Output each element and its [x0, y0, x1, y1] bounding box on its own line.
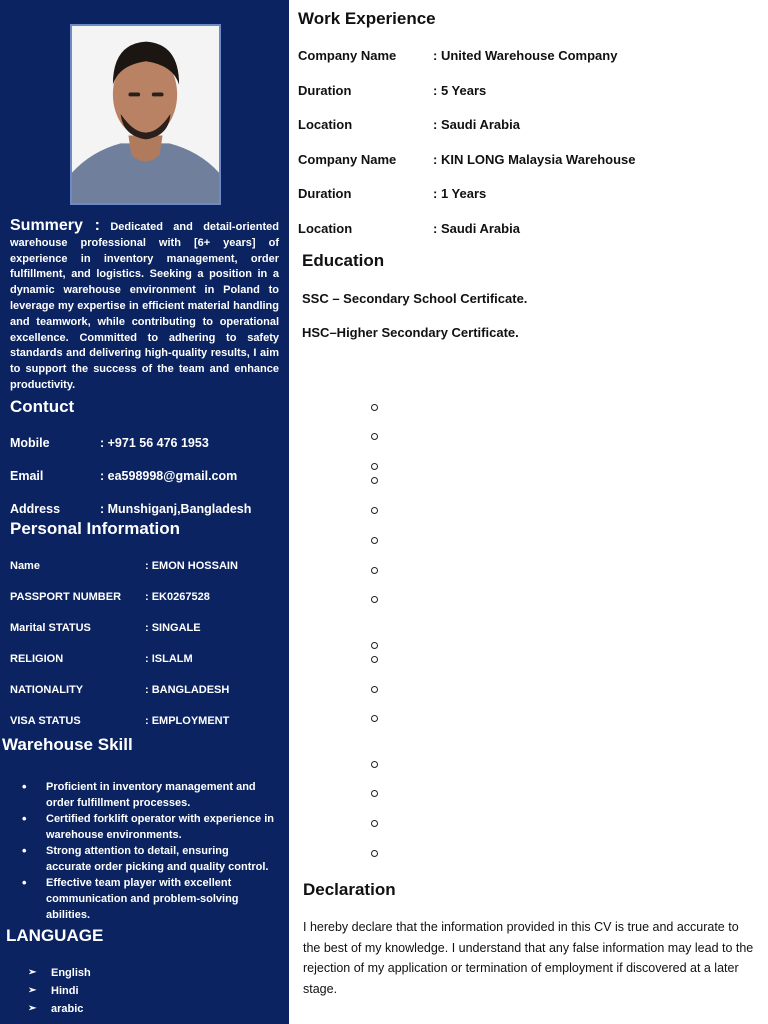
- contact-heading: Contuct: [10, 397, 75, 416]
- bullet-circle-icon: [371, 820, 378, 827]
- work-label: Location: [298, 221, 353, 236]
- personal-label: PASSPORT NUMBER: [10, 591, 122, 603]
- contact-value: : +971 56 476 1953: [100, 436, 209, 450]
- contact-label: Address: [10, 502, 61, 516]
- personal-value: : EMPLOYMENT: [145, 715, 230, 727]
- personal-label: Name: [10, 560, 40, 572]
- list-item: ➢ Hindi: [28, 982, 91, 1000]
- bullet-circle-icon: [371, 656, 378, 663]
- bullet-circle-icon: [371, 404, 378, 411]
- work-label: Duration: [298, 186, 352, 201]
- bullet-circle-icon: [371, 715, 378, 722]
- list-item: • Strong attention to detail, ensuring accurate order picking and quality control.: [22, 843, 277, 875]
- work-value: : Saudi Arabia: [433, 221, 520, 236]
- declaration-text: I hereby declare that the information provided in this CV is true and accurate to the best of my knowledge. I understand that any false information may lead to the rejection of my application or termination of employment if discovered at a later stage.: [303, 920, 754, 996]
- bullet-circle-icon: [371, 686, 378, 693]
- personal-value: : EMON HOSSAIN: [145, 560, 238, 572]
- personal-label: NATIONALITY: [10, 684, 84, 696]
- work-label: Company Name: [298, 48, 397, 63]
- bullet-circle-icon: [371, 433, 378, 440]
- personal-label: RELIGION: [10, 653, 64, 665]
- contact-label: Email: [10, 469, 44, 483]
- bullet-circle-icon: [371, 642, 378, 649]
- personal-label: VISA STATUS: [10, 715, 81, 727]
- skills-list: [22, 779, 277, 923]
- summary-section: [10, 218, 279, 394]
- work-value: : United Warehouse Company: [433, 48, 618, 63]
- bullet-circle-icon: [371, 537, 378, 544]
- contact-value: : Munshiganj,Bangladesh: [100, 502, 252, 516]
- summary-text: Dedicated and detail-oriented warehouse professional with [6+ years] of experience in inventory management, order fulfillment, and logistics. Seeking a position in a dynamic warehouse environment in Poland to leverage my expertise in efficient material handling and teamwork, while contributing to operational excellence. Committed to adhering to safety standards and delivering high-quality results, I aim to support the success of the team and enhance productivity.: [10, 221, 279, 391]
- personal-info-heading: Personal Information: [10, 519, 181, 538]
- contact-label: Mobile: [10, 436, 50, 450]
- list-item: ➢ arabic: [28, 1000, 91, 1018]
- bullet-circle-icon: [371, 596, 378, 603]
- summary-title: Summery :: [10, 217, 100, 234]
- sidebar: [0, 0, 289, 1024]
- work-label: Location: [298, 117, 353, 132]
- bullet-circle-icon: [371, 790, 378, 797]
- list-item: ➢ English: [28, 964, 91, 982]
- personal-value: : BANGLADESH: [145, 684, 230, 696]
- education-item: HSC–Higher Secondary Certificate.: [302, 325, 519, 340]
- work-value: : KIN LONG Malaysia Warehouse: [433, 152, 636, 167]
- contact-value: : ea598998@gmail.com: [100, 469, 238, 483]
- work-value: : Saudi Arabia: [433, 117, 520, 132]
- work-experience-heading: Work Experience: [298, 9, 436, 28]
- bullet-circle-icon: [371, 507, 378, 514]
- language-list: [28, 964, 91, 1018]
- personal-label: Marital STATUS: [10, 622, 91, 634]
- work-label: Company Name: [298, 152, 397, 167]
- personal-value: : EK0267528: [145, 591, 210, 603]
- bullet-circle-icon: [371, 477, 378, 484]
- bullet-circle-icon: [371, 567, 378, 574]
- education-item: SSC – Secondary School Certificate.: [302, 291, 528, 306]
- declaration-heading: Declaration: [303, 880, 396, 899]
- bullet-circle-icon: [371, 761, 378, 768]
- bullet-circle-icon: [371, 850, 378, 857]
- list-item: • Proficient in inventory management and order fulfillment processes.: [22, 779, 277, 811]
- personal-value: : ISLALM: [145, 653, 193, 665]
- list-item: • Effective team player with excellent communication and problem-solving abilities.: [22, 875, 277, 923]
- work-value: : 1 Years: [433, 186, 487, 201]
- work-label: Duration: [298, 83, 352, 98]
- warehouse-skill-heading: Warehouse Skill: [2, 735, 133, 754]
- list-item: • Certified forklift operator with experience in warehouse environments.: [22, 811, 277, 843]
- personal-value: : SINGALE: [145, 622, 201, 634]
- education-heading: Education: [302, 251, 385, 270]
- bullet-circle-icon: [371, 463, 378, 470]
- work-value: : 5 Years: [433, 83, 487, 98]
- profile-photo: [70, 24, 221, 205]
- language-heading: LANGUAGE: [6, 926, 104, 945]
